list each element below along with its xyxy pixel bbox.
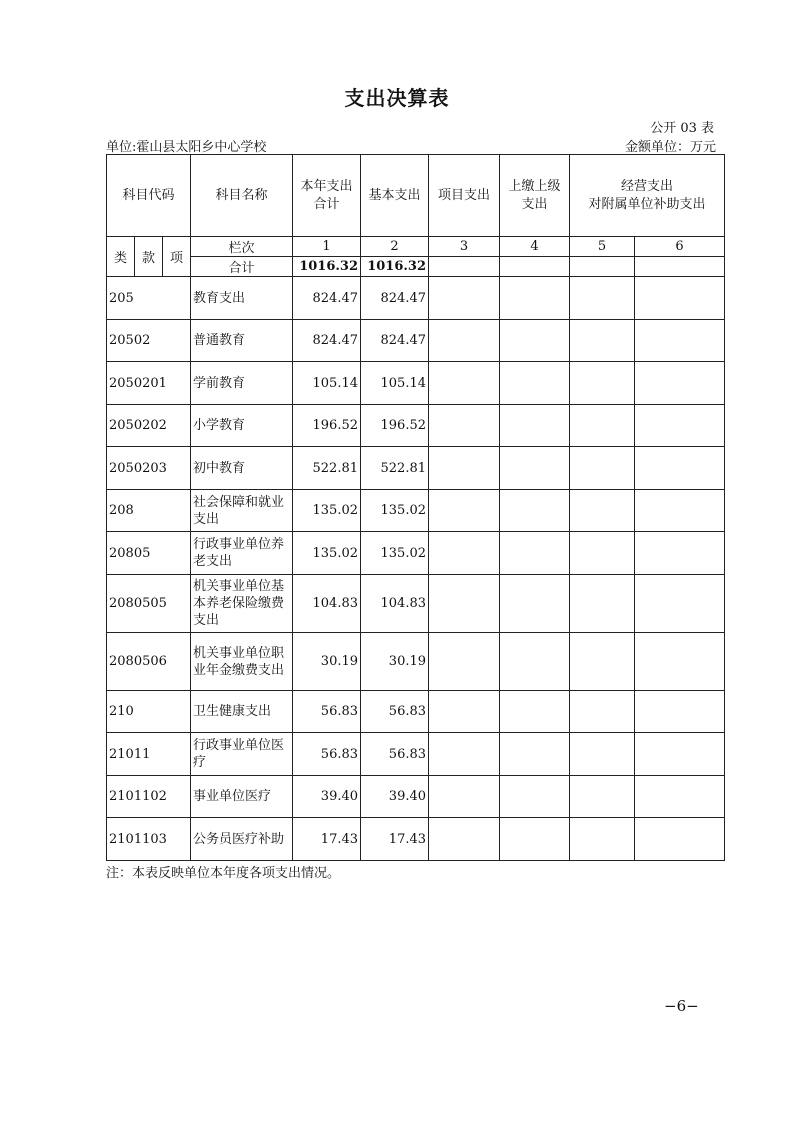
empty-cell xyxy=(500,532,570,575)
row-name: 卫生健康支出 xyxy=(191,691,293,733)
header-name: 科目名称 xyxy=(191,155,293,237)
column-number-row xyxy=(107,237,725,257)
empty-cell xyxy=(429,277,500,320)
header-business-subsidy xyxy=(570,155,725,237)
empty-cell xyxy=(429,776,500,818)
header-lanci: 栏次 xyxy=(191,237,293,257)
row-basic: 196.52 xyxy=(361,405,429,447)
empty-cell xyxy=(570,575,635,633)
empty-cell xyxy=(635,733,725,776)
col-no-6: 6 xyxy=(635,237,725,257)
row-total: 522.81 xyxy=(293,447,361,490)
row-code: 2050201 xyxy=(107,362,191,405)
money-unit: 金额单位：万元 xyxy=(624,140,716,155)
table-row xyxy=(107,733,725,776)
empty-cell xyxy=(635,277,725,320)
empty-cell xyxy=(500,818,570,861)
empty-cell xyxy=(635,405,725,447)
row-name: 机关事业单位基本养老保险缴费支出 xyxy=(191,575,293,633)
row-total: 196.52 xyxy=(293,405,361,447)
col-no-2: 2 xyxy=(361,237,429,257)
row-basic: 104.83 xyxy=(361,575,429,633)
table-row xyxy=(107,575,725,633)
empty-cell xyxy=(570,320,635,362)
table-row xyxy=(107,405,725,447)
empty-cell xyxy=(635,532,725,575)
expenditure-table xyxy=(106,154,725,861)
empty-cell xyxy=(635,633,725,691)
empty-cell xyxy=(429,447,500,490)
row-code: 208 xyxy=(107,490,191,532)
empty-cell xyxy=(570,277,635,320)
empty-cell xyxy=(500,362,570,405)
col-no-3: 3 xyxy=(429,237,500,257)
form-number: 公开 03 表 xyxy=(650,121,714,136)
row-name: 普通教育 xyxy=(191,320,293,362)
empty-cell xyxy=(570,633,635,691)
header-kuan: 款 xyxy=(135,237,163,277)
row-total: 104.83 xyxy=(293,575,361,633)
row-code: 2080505 xyxy=(107,575,191,633)
row-total: 39.40 xyxy=(293,776,361,818)
footnote: 注：本表反映单位本年度各项支出情况。 xyxy=(106,866,341,881)
unit-name: 单位:霍山县太阳乡中心学校 xyxy=(106,140,267,155)
header-code: 科目代码 xyxy=(107,155,191,237)
header-row xyxy=(107,155,725,237)
empty-cell xyxy=(429,532,500,575)
row-code: 2101103 xyxy=(107,818,191,861)
table-row xyxy=(107,490,725,532)
empty-cell xyxy=(635,575,725,633)
empty-cell xyxy=(570,776,635,818)
row-code: 210 xyxy=(107,691,191,733)
header-total: 本年支出 合计 xyxy=(293,155,361,237)
empty-cell xyxy=(500,575,570,633)
table-row xyxy=(107,447,725,490)
row-basic: 824.47 xyxy=(361,320,429,362)
empty-cell xyxy=(635,776,725,818)
row-code: 20805 xyxy=(107,532,191,575)
row-basic: 17.43 xyxy=(361,818,429,861)
row-name: 行政事业单位养老支出 xyxy=(191,532,293,575)
header-lei: 类 xyxy=(107,237,135,277)
row-total: 17.43 xyxy=(293,818,361,861)
row-total: 105.14 xyxy=(293,362,361,405)
empty-cell xyxy=(635,490,725,532)
row-basic: 135.02 xyxy=(361,490,429,532)
col-no-5: 5 xyxy=(570,237,635,257)
empty-cell xyxy=(500,691,570,733)
row-basic: 824.47 xyxy=(361,277,429,320)
empty-cell xyxy=(570,447,635,490)
table-row xyxy=(107,532,725,575)
total-label: 合计 xyxy=(191,257,293,277)
row-code: 2101102 xyxy=(107,776,191,818)
row-total: 30.19 xyxy=(293,633,361,691)
empty-cell xyxy=(429,575,500,633)
total-row xyxy=(107,257,725,277)
table-row xyxy=(107,776,725,818)
empty-cell xyxy=(570,818,635,861)
empty-cell xyxy=(635,818,725,861)
row-code: 2050203 xyxy=(107,447,191,490)
empty-cell xyxy=(500,733,570,776)
row-basic: 105.14 xyxy=(361,362,429,405)
empty-cell xyxy=(500,405,570,447)
row-name: 事业单位医疗 xyxy=(191,776,293,818)
row-total: 135.02 xyxy=(293,490,361,532)
empty-cell xyxy=(570,405,635,447)
empty-cell xyxy=(500,633,570,691)
empty-cell xyxy=(429,691,500,733)
row-name: 公务员医疗补助 xyxy=(191,818,293,861)
table-row xyxy=(107,277,725,320)
empty-cell xyxy=(500,447,570,490)
row-total: 56.83 xyxy=(293,691,361,733)
empty-cell xyxy=(570,490,635,532)
row-total: 824.47 xyxy=(293,320,361,362)
empty-cell xyxy=(570,733,635,776)
empty-cell xyxy=(500,320,570,362)
row-basic: 522.81 xyxy=(361,447,429,490)
header-business: 经营支出 xyxy=(621,178,674,194)
header-xiang: 项 xyxy=(163,237,191,277)
empty-cell xyxy=(500,277,570,320)
row-name: 学前教育 xyxy=(191,362,293,405)
empty-cell xyxy=(570,362,635,405)
empty-cell xyxy=(429,818,500,861)
empty-cell xyxy=(429,490,500,532)
table-row xyxy=(107,818,725,861)
empty-cell xyxy=(500,490,570,532)
empty-cell xyxy=(570,532,635,575)
row-code: 2050202 xyxy=(107,405,191,447)
row-name: 社会保障和就业支出 xyxy=(191,490,293,532)
row-name: 机关事业单位职业年金缴费支出 xyxy=(191,633,293,691)
row-basic: 30.19 xyxy=(361,633,429,691)
empty-cell xyxy=(635,691,725,733)
empty-cell xyxy=(570,691,635,733)
row-code: 20502 xyxy=(107,320,191,362)
empty-cell xyxy=(429,362,500,405)
empty-cell xyxy=(635,447,725,490)
row-code: 2080506 xyxy=(107,633,191,691)
page-title: 支出决算表 xyxy=(344,86,450,110)
header-project: 项目支出 xyxy=(429,155,500,237)
row-basic: 56.83 xyxy=(361,733,429,776)
row-name: 初中教育 xyxy=(191,447,293,490)
header-upper: 上缴上级 支出 xyxy=(500,155,570,237)
row-code: 21011 xyxy=(107,733,191,776)
header-subsidy: 对附属单位补助支出 xyxy=(588,196,706,212)
empty-cell xyxy=(429,405,500,447)
col-no-1: 1 xyxy=(293,237,361,257)
table-row xyxy=(107,320,725,362)
empty-cell xyxy=(635,320,725,362)
row-name: 教育支出 xyxy=(191,277,293,320)
row-name: 小学教育 xyxy=(191,405,293,447)
table-row xyxy=(107,691,725,733)
empty-cell xyxy=(429,320,500,362)
row-basic: 39.40 xyxy=(361,776,429,818)
page-number: −6− xyxy=(664,997,699,1015)
row-total: 56.83 xyxy=(293,733,361,776)
col-no-4: 4 xyxy=(500,237,570,257)
table-row xyxy=(107,362,725,405)
total-amount: 1016.32 xyxy=(293,257,361,277)
row-total: 135.02 xyxy=(293,532,361,575)
empty-cell xyxy=(429,733,500,776)
empty-cell xyxy=(635,362,725,405)
row-basic: 56.83 xyxy=(361,691,429,733)
empty-cell xyxy=(429,633,500,691)
row-name: 行政事业单位医疗 xyxy=(191,733,293,776)
table-row xyxy=(107,633,725,691)
row-code: 205 xyxy=(107,277,191,320)
row-total: 824.47 xyxy=(293,277,361,320)
empty-cell xyxy=(500,776,570,818)
row-basic: 135.02 xyxy=(361,532,429,575)
total-basic: 1016.32 xyxy=(361,257,429,277)
header-basic: 基本支出 xyxy=(361,155,429,237)
